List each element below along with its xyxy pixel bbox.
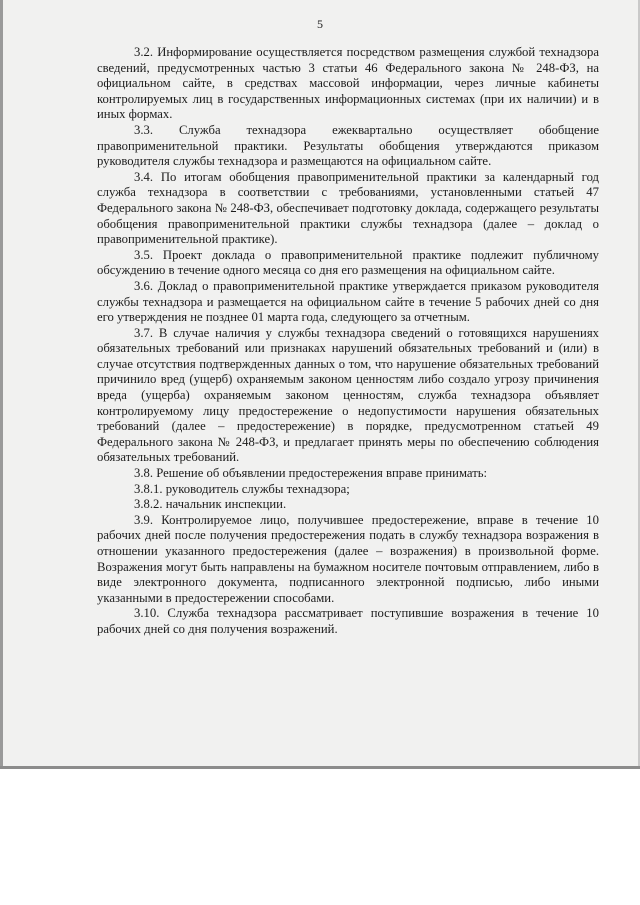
scan-page-bottom-edge <box>0 766 640 769</box>
scan-shadow-left <box>0 0 3 768</box>
paragraph-3-3: 3.3. Служба технадзора ежеквартально осуществляет обобщение правоприменительной практики. Результаты обобщения утверждаются приказом руководителя службы технадзора и размещаются на официальном сайте. <box>97 122 599 169</box>
paragraph-3-8: 3.8. Решение об объявлении предостережения вправе принимать: <box>134 466 488 481</box>
paragraph-3-6: 3.6. Доклад о правоприменительной практике утверждается приказом руководителя службы технадзора и размещается на официальном сайте в течение 5 рабочих дней со дня его утверждения не позднее 01 марта года, следующего за отчетным. <box>97 278 599 325</box>
paragraph-3-9: 3.9. Контролируемое лицо, получившее предостережение, вправе в течение 10 рабочих дней после получения предостережения подать в службу технадзора возражения в отношении указанного предостережения (далее – возражения) в произвольной форме. Возражения могут быть направлены на бумажном носителе почтовым отправлением, либо в виде электронного документа, подписанного электронной подписью, либо иными указанными в предостережении способами. <box>97 512 599 605</box>
document-body <box>97 45 599 638</box>
page-number: 5 <box>317 17 323 31</box>
paragraph-3-4: 3.4. По итогам обобщения правоприменительной практики за календарный год служба технадзора в соответствии с требованиями, установленными статьей 47 Федерального закона № 248-ФЗ, обеспечивает подготовку доклада, содержащего результаты обобщения правоприменительной практики службы технадзора (далее – доклад о правоприменительной практике). <box>97 169 599 247</box>
paragraph-3-7: 3.7. В случае наличия у службы технадзора сведений о готовящихся нарушениях обязательных требований или признаках нарушений обязательных требований и (или) в случае отсутствия подтвержденных данных о том, что нарушение обязательных требований причинило вред (ущерб) охраняемым законом ценностям либо создало угрозу причинения вреда (ущерба) охраняемым законом ценностям, служба технадзора объявляет контролируемому лицу предостережение о недопустимости нарушения обязательных требований (далее – предостережение) в порядке, предусмотренном статьей 49 Федерального закона № 248-ФЗ, и предлагает принять меры по обеспечению соблюдения обязательных требований. <box>97 325 599 465</box>
paragraph-3-8-1: 3.8.1. руководитель службы технадзора; <box>134 481 350 496</box>
paragraph-3-5: 3.5. Проект доклада о правоприменительной практике подлежит публичному обсуждению в течение одного месяца со дня его размещения на официальном сайте. <box>97 247 599 278</box>
paragraph-3-10: 3.10. Служба технадзора рассматривает поступившие возражения в течение 10 рабочих дней со дня получения возражений. <box>97 606 599 636</box>
paragraph-3-2: 3.2. Информирование осуществляется посредством размещения службой технадзора сведений, предусмотренных частью 3 статьи 46 Федерального закона № 248-ФЗ, на официальном сайте, в средствах массовой информации, через личные кабинеты контролируемых лиц в государственных информационных системах (при их наличии) и в иных формах. <box>97 45 599 122</box>
paragraph-3-8-2: 3.8.2. начальник инспекции. <box>134 497 287 512</box>
